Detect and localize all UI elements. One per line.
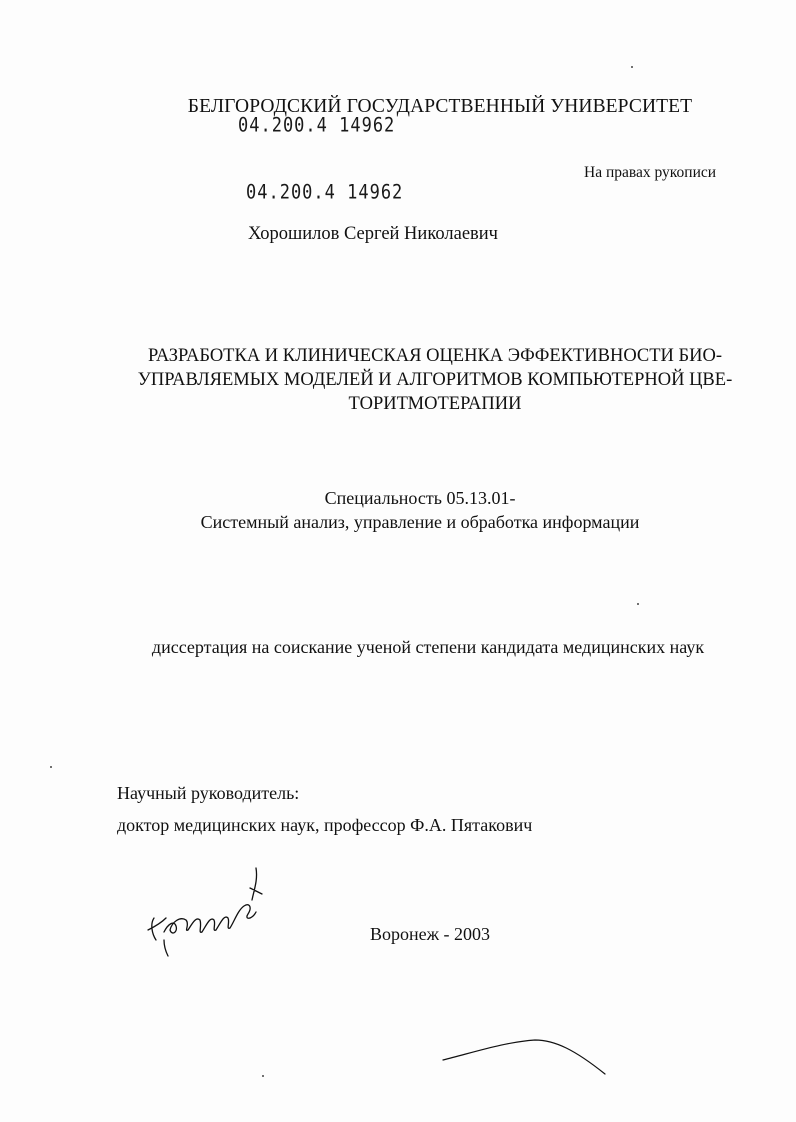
scan-speck	[262, 1075, 264, 1077]
degree-statement: диссертация на соискание ученой степени кандидата медицинских наук	[151, 637, 705, 657]
archive-stamp-number-secondary: 04.200.4 14962	[246, 181, 404, 204]
scan-speck	[631, 66, 633, 68]
title-line-1: РАЗРАБОТКА И КЛИНИЧЕСКАЯ ОЦЕНКА ЭФФЕКТИВНОСТИ БИО-	[147, 346, 723, 366]
university-name: БЕЛГОРОДСКИЙ ГОСУДАРСТВЕННЫЙ УНИВЕРСИТЕТ	[187, 96, 693, 117]
specialty-block	[22, 486, 796, 534]
specialty-code: Специальность 05.13.01-	[324, 488, 516, 508]
scan-speck	[637, 603, 639, 605]
supervisor-name: доктор медицинских наук, профессор Ф.А. Пятакович	[117, 815, 533, 835]
archive-stamp-number: 04.200.4 14962	[238, 114, 396, 137]
author-name: Хорошилов Сергей Николаевич	[248, 224, 498, 244]
specialty-name: Системный анализ, управление и обработка информации	[200, 512, 640, 532]
title-line-2: УПРАВЛЯЕМЫХ МОДЕЛЕЙ И АЛГОРИТМОВ КОМПЬЮТЕРНОЙ ЦВЕ-	[137, 370, 733, 390]
title-line-3: ТОРИТМОТЕРАПИИ	[348, 394, 522, 414]
scan-speck	[50, 766, 52, 768]
supervisor-label: Научный руководитель:	[117, 783, 300, 803]
handwritten-signature	[140, 860, 280, 960]
handwritten-mark	[435, 1030, 615, 1080]
rights-note: На правах рукописи	[584, 164, 717, 181]
dissertation-title	[37, 344, 796, 416]
city-and-year: Воронеж - 2003	[369, 924, 491, 944]
